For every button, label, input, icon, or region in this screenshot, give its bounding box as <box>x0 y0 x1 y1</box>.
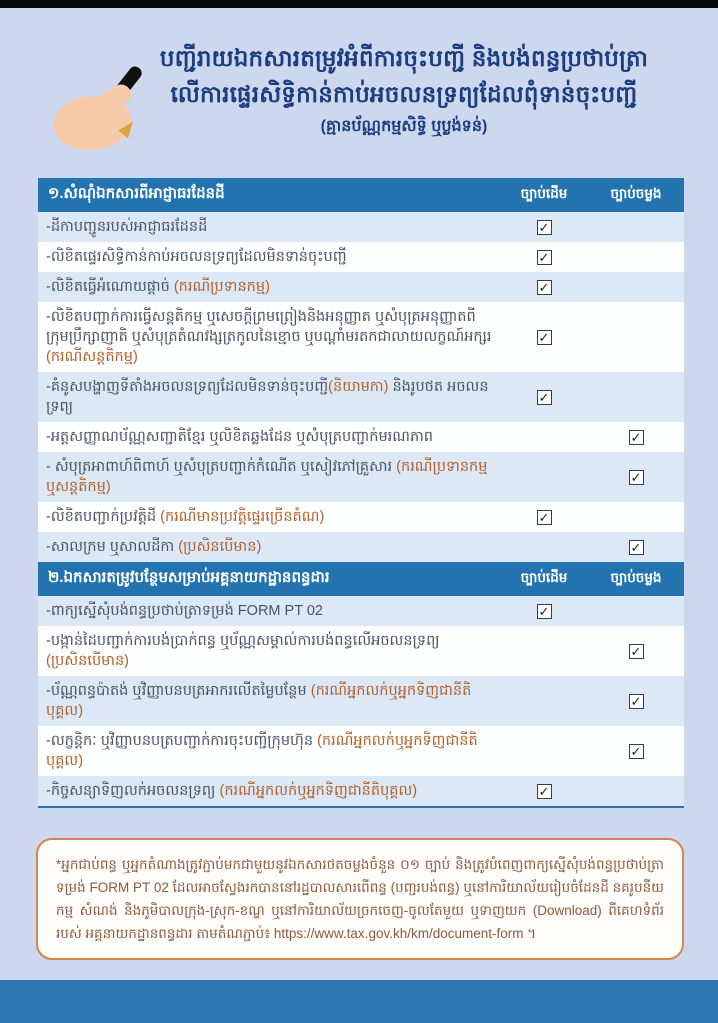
checkmark-icon: ✓ <box>538 603 550 619</box>
copy-checkbox <box>629 470 644 485</box>
original-cell <box>500 302 588 372</box>
copy-checkbox <box>629 430 644 445</box>
title-line-3: (គ្មានប័ណ្ណកម្មសិទ្ធិ ឬប្លង់ទន់) <box>320 118 488 135</box>
table-row <box>38 502 684 532</box>
original-checkbox <box>537 220 552 235</box>
copy-cell <box>588 302 684 372</box>
original-cell <box>500 726 588 776</box>
original-cell <box>500 596 588 626</box>
copy-cell <box>588 532 684 562</box>
original-cell <box>500 776 588 806</box>
original-checkbox <box>537 330 552 345</box>
original-checkbox <box>537 604 552 619</box>
section-title: ១.សំណុំឯកសារពីអាជ្ញាធរដែនដី <box>48 185 225 202</box>
row-text-main: -លក្ខន្តិកៈ ឬវិញ្ញាបនបត្របញ្ជាក់ការចុះបញ្ជីក្រុមហ៊ុន <box>46 733 318 749</box>
copy-cell <box>588 452 684 502</box>
checkmark-icon: ✓ <box>538 389 550 405</box>
row-text <box>38 422 500 452</box>
row-text-note: (ករណីអ្នកលក់ឬអ្នកទិញជានីតិបុគ្គល) <box>219 783 418 799</box>
table-row <box>38 626 684 676</box>
row-text-note: (ករណីសន្តតិកម្ម) <box>46 349 138 365</box>
row-text-note: (ករណីប្រទានកម្ម) <box>173 279 270 295</box>
document-table <box>38 178 684 808</box>
original-cell <box>500 372 588 422</box>
row-text <box>38 676 500 726</box>
original-cell <box>500 422 588 452</box>
copy-cell <box>588 272 684 302</box>
checkmark-icon: ✓ <box>538 219 550 235</box>
row-text-main: -កិច្ចសន្យាទិញលក់អចលនទ្រព្យ <box>46 783 220 799</box>
table-row <box>38 532 684 562</box>
table-row <box>38 272 684 302</box>
original-checkbox <box>537 784 552 799</box>
original-checkbox <box>537 390 552 405</box>
row-text-note: (ករណីមានប្រវត្តិផ្ទេរច្រើនតំណ) <box>160 509 325 525</box>
original-cell <box>500 502 588 532</box>
row-text-main: -ដីកាបញ្ជូនរបស់អាជ្ញាធរដែនដី <box>46 219 208 235</box>
table-row <box>38 212 684 242</box>
table-row <box>38 452 684 502</box>
column-header-original: ច្បាប់ដើម <box>520 186 568 201</box>
row-text-main: -សាលក្រម ឬសាលដីកា <box>46 539 179 555</box>
section-title: ២.ឯកសារតម្រូវបន្ថែមសម្រាប់អគ្គនាយកដ្ឋានពន្ធដារ <box>48 569 330 586</box>
row-text <box>38 596 500 626</box>
original-cell <box>500 676 588 726</box>
copy-cell <box>588 596 684 626</box>
copy-cell <box>588 372 684 422</box>
checkmark-icon: ✓ <box>630 469 642 485</box>
page-title <box>150 40 658 140</box>
original-checkbox <box>537 510 552 525</box>
copy-cell <box>588 422 684 452</box>
footnote-text: *អ្នកជាប់ពន្ធ ឬអ្នកតំណាងត្រូវភ្ជាប់មកជាមួយនូវឯកសារថតចម្លងចំនួន ០១ ច្បាប់ និងត្រូវបំពេញពាក្យស្នើសុំបង់ពន្ធប្រថាប់ត្រា ទម្រង់ FORM PT 02 ដែលអាចស្វែងរកបាននៅរដ្ឋបាលសារពើពន្ធ (បញ្ជរបង់ពន្ធ) ឬនៅការិយាល័យរៀបចំដែនដី នគរូបនីយកម្ម សំណង់ និងភូមិបាលក្រុង-ស្រុក-ខណ្ឌ ឬនៅការិយាល័យច្រកចេញ-ចូលតែមួយ ឬទាញយក (Download) ពីគេហទំព័ររបស់ អគ្គនាយកដ្ឋានពន្ធដារ តាមតំណភ្ជាប់៖ https://www.tax.gov.kh/km/document-form ។ <box>56 857 664 941</box>
copy-checkbox <box>629 644 644 659</box>
copy-checkbox <box>629 694 644 709</box>
row-text-main: -ពាក្យស្នើសុំបង់ពន្ធប្រថាប់ត្រាទម្រង់ FORM PT 02 <box>46 603 323 619</box>
column-header-copy: ច្បាប់ចម្លង <box>610 570 662 585</box>
row-text <box>38 502 500 532</box>
row-text-note: (ករណីអ្នកលក់ឬអ្នកទិញជានីតិបុគ្គល) <box>46 683 472 719</box>
row-text-main: -លិខិតបញ្ជាក់ប្រវត្តិដី <box>46 509 161 525</box>
original-cell <box>500 452 588 502</box>
copy-cell <box>588 776 684 806</box>
checkmark-icon: ✓ <box>538 279 550 295</box>
checkmark-icon: ✓ <box>538 783 550 799</box>
original-cell <box>500 626 588 676</box>
row-text <box>38 372 500 422</box>
copy-cell <box>588 626 684 676</box>
row-text-main: -អត្តសញ្ញាណប័ណ្ណសញ្ជាតិខ្មែរ ឬលិខិតឆ្លងដែន ឬសំបុត្របញ្ជាក់មរណភាព <box>46 429 433 445</box>
document-header <box>0 40 718 140</box>
row-text-main: -បង្កាន់ដៃបញ្ជាក់ការបង់ប្រាក់ពន្ធ ឬប័ណ្ណសម្គាល់ការបង់ពន្ធលើអចលនទ្រព្យ <box>46 633 440 649</box>
row-text-main: -គំនូសបង្ហាញទីតាំងអចលនទ្រព្យដែលមិនទាន់ចុះបញ្ជី <box>46 379 329 395</box>
copy-cell <box>588 212 684 242</box>
row-text <box>38 776 500 806</box>
copy-checkbox <box>629 744 644 759</box>
checkmark-icon: ✓ <box>630 539 642 555</box>
row-text <box>38 272 500 302</box>
row-text <box>38 532 500 562</box>
original-cell <box>500 212 588 242</box>
row-text-main: -លិខិតផ្ទេរសិទ្ធិកាន់កាប់អចលនទ្រព្យដែលមិនទាន់ចុះបញ្ជី <box>46 249 347 265</box>
table-row <box>38 242 684 272</box>
row-text <box>38 212 500 242</box>
footnote-box <box>36 838 684 960</box>
row-text-main: -លិខិតបញ្ជាក់ការធ្វើសន្តតិកម្ម ឬសេចក្តីព្រមព្រៀងនិងអនុញ្ញាត ឬសំបុត្រអនុញ្ញាតពី ក្រុមប្រឹក្សាញាតិ ឬសំបុត្រតំណវង្សត្រកូលនៃខ្មោច ឬបណ្តាំមរតកជាលាយលក្ខណ៍អក្សរ <box>46 309 492 345</box>
original-checkbox <box>537 280 552 295</box>
title-line-2: លើការផ្ទេរសិទ្ធិកាន់កាប់អចលនទ្រព្យដែលពុំទាន់ចុះបញ្ជី <box>170 81 638 107</box>
table-row <box>38 302 684 372</box>
row-text <box>38 242 500 272</box>
original-cell <box>500 272 588 302</box>
section-header <box>38 178 684 212</box>
table-row <box>38 776 684 806</box>
row-text-note: (ករណីប្រទានកម្ម ឬសន្តតិកម្ម) <box>46 459 488 495</box>
writing-hand-icon <box>46 58 142 158</box>
top-black-strip <box>0 0 718 8</box>
column-header-copy: ច្បាប់ចម្លង <box>610 186 662 201</box>
original-cell <box>500 532 588 562</box>
checkmark-icon: ✓ <box>538 509 550 525</box>
table-row <box>38 372 684 422</box>
table-row <box>38 676 684 726</box>
row-text-main: -លិខិតធ្វើអំណោយផ្តាច់ <box>46 279 174 295</box>
column-header-original: ច្បាប់ដើម <box>520 570 568 585</box>
row-text-note: (ករណីអ្នកលក់ឬអ្នកទិញជានីតិបុគ្គល) <box>46 733 478 769</box>
row-text-main: និងរូបថត អចលនទ្រព្យ <box>46 379 489 415</box>
table-row <box>38 422 684 452</box>
row-text-main: -ប័ណ្ណពន្ធប៉ាតង់ ឬវិញ្ញាបនបត្រអាករលើតម្លៃបន្ថែម <box>46 683 311 699</box>
checkmark-icon: ✓ <box>630 693 642 709</box>
row-text-note: (ប្រសិនបើមាន) <box>178 539 262 555</box>
row-text-note: (ប្រសិនបើមាន) <box>46 653 130 669</box>
row-text-note: (និយាមកា) <box>328 379 389 395</box>
original-checkbox <box>537 250 552 265</box>
original-cell <box>500 242 588 272</box>
table-row <box>38 726 684 776</box>
row-text <box>38 626 500 676</box>
row-text <box>38 452 500 502</box>
checkmark-icon: ✓ <box>630 429 642 445</box>
copy-cell <box>588 676 684 726</box>
checkmark-icon: ✓ <box>538 249 550 265</box>
row-text <box>38 302 500 372</box>
table-row <box>38 596 684 626</box>
checkmark-icon: ✓ <box>630 743 642 759</box>
checkmark-icon: ✓ <box>630 643 642 659</box>
copy-cell <box>588 726 684 776</box>
checkmark-icon: ✓ <box>538 329 550 345</box>
row-text-main: - សំបុត្រអាពាហ៍ពិពាហ៍ ឬសំបុត្របញ្ជាក់កំណើត ឬសៀវភៅគ្រួសារ <box>46 459 397 475</box>
copy-cell <box>588 502 684 532</box>
row-text <box>38 726 500 776</box>
copy-cell <box>588 242 684 272</box>
footer-bar <box>0 980 718 1023</box>
title-line-1: បញ្ជីរាយឯកសារតម្រូវអំពីការចុះបញ្ជី និងបង់ពន្ធប្រថាប់ត្រា <box>159 45 649 71</box>
copy-checkbox <box>629 540 644 555</box>
section-header <box>38 562 684 596</box>
